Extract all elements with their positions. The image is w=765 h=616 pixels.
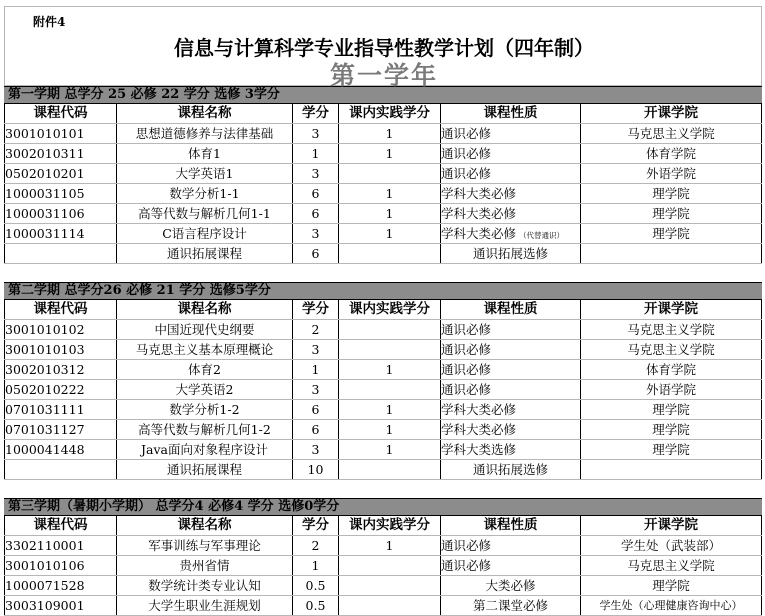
table-row — [4, 320, 762, 340]
course-college: 学生处（心理健康咨询中心） — [580, 596, 762, 615]
header-practice: 课内实践学分 — [338, 516, 440, 535]
course-practice — [338, 164, 440, 183]
table-row — [4, 360, 762, 380]
course-college: 马克思主义学院 — [580, 124, 762, 143]
course-credit: 0.5 — [292, 576, 338, 595]
course-practice: 1 — [338, 144, 440, 163]
course-name: 数学分析1-1 — [116, 184, 292, 203]
table-row — [4, 440, 762, 460]
course-credit: 1 — [292, 144, 338, 163]
course-name: C语言程序设计 — [116, 224, 292, 243]
course-name: 大学英语2 — [116, 380, 292, 399]
header-name: 课程名称 — [116, 104, 292, 123]
course-name: 中国近现代史纲要 — [116, 320, 292, 339]
course-code: 3302110001 — [4, 536, 116, 555]
extension-name: 通识拓展课程 — [116, 244, 292, 263]
course-credit: 6 — [292, 184, 338, 203]
extension-code — [4, 244, 116, 263]
course-practice: 1 — [338, 440, 440, 459]
table-row — [4, 224, 762, 244]
header-college: 开课学院 — [580, 300, 762, 319]
page-title: 信息与计算科学专业指导性教学计划（四年制） — [174, 36, 594, 60]
table-row — [4, 184, 762, 204]
course-college: 体育学院 — [580, 144, 762, 163]
attachment-label: 附件4 — [33, 15, 66, 29]
course-practice — [338, 556, 440, 575]
course-nature: 学科大类必修 — [440, 420, 580, 439]
table-row — [4, 340, 762, 360]
header-code: 课程代码 — [4, 104, 116, 123]
extension-code — [4, 460, 116, 479]
table-row — [4, 124, 762, 144]
course-name: Java面向对象程序设计 — [116, 440, 292, 459]
course-code: 3001010101 — [4, 124, 116, 143]
course-college: 理学院 — [580, 420, 762, 439]
course-name: 体育2 — [116, 360, 292, 379]
course-college: 理学院 — [580, 576, 762, 595]
course-note: （代替通识） — [519, 231, 565, 240]
extension-credit: 10 — [292, 460, 338, 479]
spreadsheet — [4, 6, 762, 616]
title-block — [4, 6, 762, 90]
course-credit: 2 — [292, 536, 338, 555]
course-practice: 1 — [338, 420, 440, 439]
course-name: 数学统计类专业认知 — [116, 576, 292, 595]
extension-name: 通识拓展课程 — [116, 460, 292, 479]
course-practice — [338, 576, 440, 595]
course-college: 理学院 — [580, 184, 762, 203]
course-code: 3002010312 — [4, 360, 116, 379]
course-credit: 3 — [292, 124, 338, 143]
course-code: 0701031111 — [4, 400, 116, 419]
course-college: 理学院 — [580, 204, 762, 223]
extension-credit: 6 — [292, 244, 338, 263]
year-title: 第一学年 — [329, 61, 438, 90]
course-name: 贵州省情 — [116, 556, 292, 575]
extension-row — [4, 244, 762, 264]
header-nature: 课程性质 — [440, 300, 580, 319]
course-practice — [338, 320, 440, 339]
course-college: 马克思主义学院 — [580, 556, 762, 575]
header-credit: 学分 — [292, 104, 338, 123]
course-practice — [338, 340, 440, 359]
table-row — [4, 380, 762, 400]
course-nature: 学科大类必修 — [440, 204, 580, 223]
course-code: 3001010103 — [4, 340, 116, 359]
extension-practice — [338, 460, 440, 479]
course-nature: 通识必修 — [440, 556, 580, 575]
course-name: 高等代数与解析几何1-2 — [116, 420, 292, 439]
course-code: 1000031105 — [4, 184, 116, 203]
extension-practice — [338, 244, 440, 263]
course-credit: 1 — [292, 556, 338, 575]
extension-nature: 通识拓展选修 — [440, 244, 580, 263]
course-code: 3001010102 — [4, 320, 116, 339]
header-credit: 学分 — [292, 300, 338, 319]
course-nature: 通识必修 — [440, 164, 580, 183]
term-summary-1: 第一学期 总学分 25 必修 22 学分 选修 3学分 — [4, 86, 762, 104]
table-header-row — [4, 300, 762, 320]
table-row — [4, 144, 762, 164]
course-credit: 3 — [292, 380, 338, 399]
extension-college — [580, 244, 762, 263]
course-college: 理学院 — [580, 224, 762, 243]
terms-container — [4, 86, 762, 616]
header-name: 课程名称 — [116, 300, 292, 319]
course-practice: 1 — [338, 124, 440, 143]
course-credit: 3 — [292, 440, 338, 459]
course-practice: 1 — [338, 184, 440, 203]
term-summary-2: 第二学期 总学分26 必修 21 学分 选修5学分 — [4, 282, 762, 300]
course-nature: 通识必修 — [440, 144, 580, 163]
course-practice: 1 — [338, 204, 440, 223]
course-code: 3002010311 — [4, 144, 116, 163]
header-college: 开课学院 — [580, 104, 762, 123]
table-row — [4, 556, 762, 576]
header-credit: 学分 — [292, 516, 338, 535]
course-code: 1000071528 — [4, 576, 116, 595]
table-row — [4, 596, 762, 616]
header-code: 课程代码 — [4, 300, 116, 319]
course-code: 0502010222 — [4, 380, 116, 399]
course-college: 体育学院 — [580, 360, 762, 379]
course-college: 外语学院 — [580, 164, 762, 183]
course-credit: 0.5 — [292, 596, 338, 615]
header-practice: 课内实践学分 — [338, 300, 440, 319]
course-practice — [338, 380, 440, 399]
table-header-row — [4, 104, 762, 124]
course-code: 3003109001 — [4, 596, 116, 615]
course-nature: 学科大类必修 （代替通识） — [440, 224, 580, 243]
course-nature: 通识必修 — [440, 124, 580, 143]
course-nature: 学科大类必修 — [440, 400, 580, 419]
extension-college — [580, 460, 762, 479]
course-name: 思想道德修养与法律基础 — [116, 124, 292, 143]
course-name: 大学生职业生涯规划 — [116, 596, 292, 615]
header-nature: 课程性质 — [440, 516, 580, 535]
course-credit: 3 — [292, 164, 338, 183]
course-credit: 6 — [292, 420, 338, 439]
course-name: 数学分析1-2 — [116, 400, 292, 419]
course-college: 外语学院 — [580, 380, 762, 399]
header-practice: 课内实践学分 — [338, 104, 440, 123]
course-name: 体育1 — [116, 144, 292, 163]
course-nature: 大类必修 — [440, 576, 580, 595]
course-practice: 1 — [338, 400, 440, 419]
course-nature: 学科大类选修 — [440, 440, 580, 459]
course-credit: 1 — [292, 360, 338, 379]
table-row — [4, 536, 762, 556]
header-name: 课程名称 — [116, 516, 292, 535]
course-practice: 1 — [338, 360, 440, 379]
table-row — [4, 164, 762, 184]
extension-nature: 通识拓展选修 — [440, 460, 580, 479]
header-code: 课程代码 — [4, 516, 116, 535]
table-row — [4, 576, 762, 596]
spacer-row — [4, 480, 762, 498]
course-credit: 3 — [292, 224, 338, 243]
extension-row — [4, 460, 762, 480]
course-nature: 通识必修 — [440, 380, 580, 399]
course-college: 理学院 — [580, 440, 762, 459]
header-nature: 课程性质 — [440, 104, 580, 123]
header-college: 开课学院 — [580, 516, 762, 535]
course-code: 0701031127 — [4, 420, 116, 439]
course-college: 马克思主义学院 — [580, 320, 762, 339]
course-credit: 6 — [292, 204, 338, 223]
course-code: 0502010201 — [4, 164, 116, 183]
course-code: 1000031114 — [4, 224, 116, 243]
course-nature: 通识必修 — [440, 360, 580, 379]
course-nature: 通识必修 — [440, 340, 580, 359]
table-row — [4, 400, 762, 420]
course-college: 理学院 — [580, 400, 762, 419]
course-name: 大学英语1 — [116, 164, 292, 183]
term-summary-3: 第三学期（暑期小学期） 总学分4 必修4 学分 选修0学分 — [4, 498, 762, 516]
course-nature: 学科大类必修 — [440, 184, 580, 203]
course-credit: 3 — [292, 340, 338, 359]
table-header-row — [4, 516, 762, 536]
table-row — [4, 204, 762, 224]
course-credit: 2 — [292, 320, 338, 339]
course-practice: 1 — [338, 224, 440, 243]
course-nature: 通识必修 — [440, 320, 580, 339]
course-nature: 第二课堂必修 — [440, 596, 580, 615]
course-name: 马克思主义基本原理概论 — [116, 340, 292, 359]
course-code: 1000031106 — [4, 204, 116, 223]
spacer-row — [4, 264, 762, 282]
course-credit: 6 — [292, 400, 338, 419]
course-college: 马克思主义学院 — [580, 340, 762, 359]
course-code: 3001010106 — [4, 556, 116, 575]
course-name: 军事训练与军事理论 — [116, 536, 292, 555]
course-practice — [338, 596, 440, 615]
course-name: 高等代数与解析几何1-1 — [116, 204, 292, 223]
table-row — [4, 420, 762, 440]
course-code: 1000041448 — [4, 440, 116, 459]
course-nature: 通识必修 — [440, 536, 580, 555]
course-practice: 1 — [338, 536, 440, 555]
course-college: 学生处（武装部） — [580, 536, 762, 555]
